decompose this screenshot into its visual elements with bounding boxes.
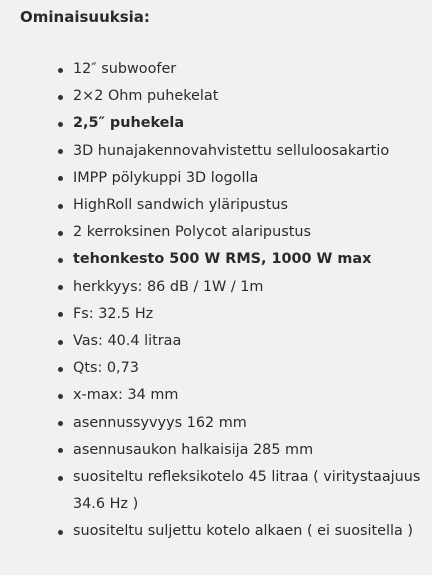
bullet-dot-icon <box>58 122 63 127</box>
spec-list-item <box>20 410 432 437</box>
bullet-dot-icon <box>58 149 63 154</box>
bullet-dot-icon <box>58 176 63 181</box>
spec-list-item <box>20 56 432 83</box>
spec-list-item <box>20 437 432 464</box>
spec-list-item <box>20 83 432 110</box>
bullet-dot-icon <box>58 340 63 345</box>
spec-list-item <box>20 138 432 165</box>
spec-list-item <box>20 192 432 219</box>
bullet-dot-icon <box>58 285 63 290</box>
spec-item-text: Qts: 0,73 <box>73 360 139 377</box>
spec-list-item <box>20 301 432 328</box>
spec-list-item <box>20 382 432 409</box>
spec-item-text: IMPP pölykuppi 3D logolla <box>73 169 259 186</box>
spec-list-item <box>20 219 432 246</box>
spec-item-text: 2 kerroksinen Polycot alaripustus <box>73 224 311 241</box>
spec-item-text: HighRoll sandwich yläripustus <box>73 197 289 214</box>
spec-item-text: 12″ subwoofer <box>73 61 177 77</box>
bullet-dot-icon <box>58 258 63 263</box>
spec-item-text: suositeltu refleksikotelo 45 litraa ( viritystaajuus 34.6 Hz ) <box>73 469 421 513</box>
spec-list <box>20 56 432 546</box>
bullet-dot-icon <box>58 231 63 236</box>
bullet-dot-icon <box>58 367 63 372</box>
spec-item-text: Vas: 40.4 litraa <box>73 333 182 350</box>
spec-list-item <box>20 355 432 382</box>
spec-list-item <box>20 328 432 355</box>
spec-list-item <box>20 274 432 301</box>
spec-item-text: x-max: 34 mm <box>73 387 179 404</box>
spec-item-text: asennussyvyys 162 mm <box>73 414 247 431</box>
bullet-dot-icon <box>58 312 63 317</box>
spec-list-item <box>20 246 432 273</box>
bullet-dot-icon <box>58 394 63 399</box>
spec-item-text: 3D hunajakennovahvistettu selluloosakartio <box>73 142 390 159</box>
spec-list-item <box>20 464 432 518</box>
section-heading: Ominaisuuksia: <box>20 8 150 26</box>
spec-list-item <box>20 110 432 137</box>
spec-list-item <box>20 518 432 545</box>
bullet-dot-icon <box>58 448 63 453</box>
bullet-dot-icon <box>58 95 63 100</box>
bullet-dot-icon <box>58 530 63 535</box>
spec-item-text: 2×2 Ohm puhekelat <box>73 88 219 105</box>
bullet-dot-icon <box>58 68 63 73</box>
spec-item-text: herkkyys: 86 dB / 1W / 1m <box>73 278 264 295</box>
spec-item-text: Fs: 32.5 Hz <box>73 305 154 322</box>
spec-item-text: 2,5″ puhekela <box>73 115 185 132</box>
bullet-dot-icon <box>58 421 63 426</box>
spec-item-text: asennusaukon halkaisija 285 mm <box>73 441 314 458</box>
spec-item-text: tehonkesto 500 W RMS, 1000 W max <box>73 251 372 268</box>
spec-list-item <box>20 165 432 192</box>
bullet-dot-icon <box>58 204 63 209</box>
bullet-dot-icon <box>58 476 63 481</box>
spec-item-text: suositeltu suljettu kotelo alkaen ( ei suositella ) <box>73 523 413 540</box>
